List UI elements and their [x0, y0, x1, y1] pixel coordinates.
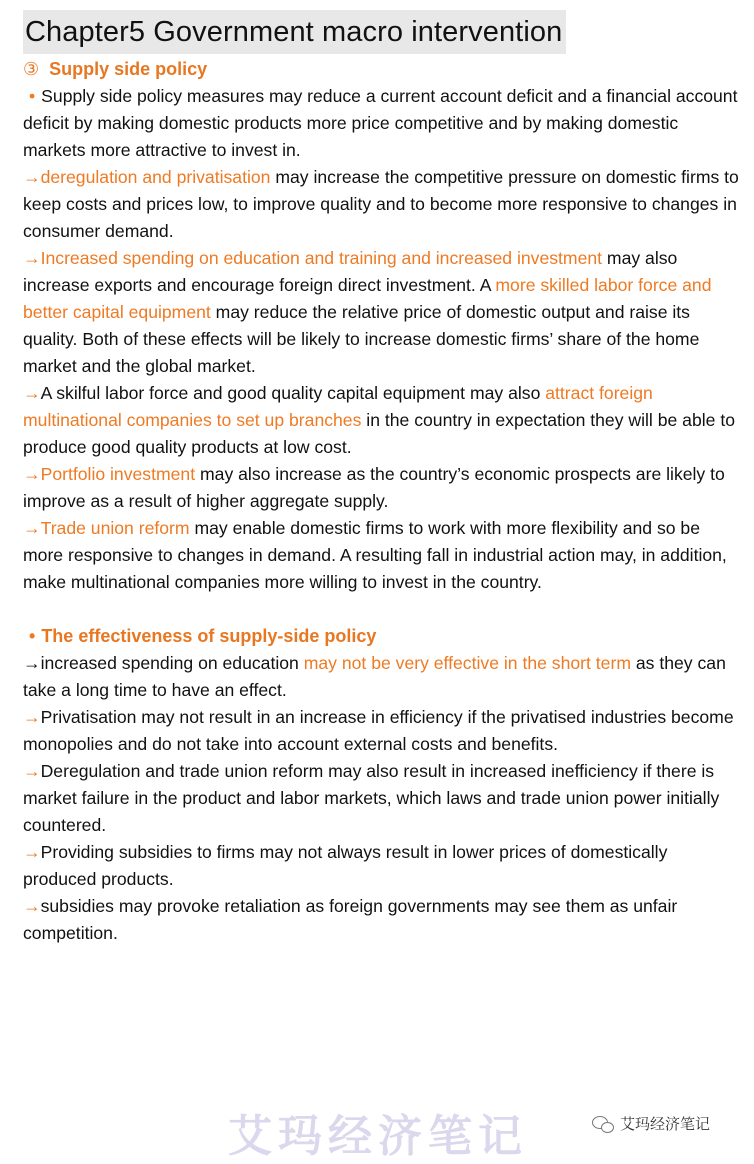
effect-privatisation — [23, 704, 739, 758]
section-subtitle — [23, 56, 739, 83]
arrow-icon: → — [23, 167, 41, 187]
arrow-icon: → — [23, 518, 41, 538]
point-portfolio — [23, 461, 739, 515]
body-text: Deregulation and trade union reform may also result in increased inefficiency if there is market failure in the product and labor markets, which laws and trade union power initially countered. — [23, 761, 720, 835]
body-text: may increase the competitive pressure on domestic firms to keep costs and prices low, to improve quality and to become more responsive to changes in consumer demand. — [23, 167, 739, 241]
circled-number: ③ — [23, 59, 40, 79]
body-text: as they can take a long time to have an effect. — [23, 653, 726, 700]
highlight-text: Increased spending on education and training and increased investment — [40, 248, 603, 268]
watermark-tag-text: 艾玛经济笔记 — [620, 1115, 711, 1133]
bullet-icon: • — [29, 86, 36, 106]
effect-subsidies-retaliation — [23, 893, 739, 947]
body-text: in the country in expectation they will be able to produce good quality products at low cost. — [23, 410, 735, 457]
wechat-icon — [592, 1115, 614, 1133]
highlight-text: more skilled labor force and better capital equipment — [23, 275, 712, 322]
arrow-icon: → — [23, 761, 41, 781]
section-heading-text: The effectiveness of supply-side policy — [41, 626, 377, 646]
bullet-icon: • — [29, 626, 36, 646]
body-text: may reduce the relative price of domestic output and raise its quality. Both of these effects will be likely to increase domestic firms’ share of the home market and the global market. — [23, 302, 700, 376]
highlight-text: attract foreign multinational companies to set up branches — [23, 383, 653, 430]
body-text: may also increase as the country’s economic prospects are likely to improve as a result of higher aggregate supply. — [23, 464, 725, 511]
watermark-text: 艾玛经济笔记 — [228, 1111, 528, 1162]
arrow-icon: → — [23, 653, 41, 673]
arrow-icon: → — [23, 383, 41, 403]
intro-text: Supply side policy measures may reduce a current account deficit and a financial account deficit by making domestic products more price competitive and by making domestic markets more attractive to invest in. — [23, 86, 738, 160]
effect-deregulation — [23, 758, 739, 839]
highlight-text: may not be very effective in the short term — [303, 653, 631, 673]
point-deregulation — [23, 164, 739, 245]
highlight-text: Trade union reform — [40, 518, 190, 538]
watermark-tag — [592, 1113, 710, 1134]
body-text: subsidies may provoke retaliation as foreign governments may see them as unfair competition. — [23, 896, 678, 943]
body-text: Privatisation may not result in an increase in efficiency if the privatised industries become monopolies and do not take into account external costs and benefits. — [23, 707, 734, 754]
body-text: increased spending on education — [40, 653, 304, 673]
arrow-icon: → — [23, 248, 41, 268]
subtitle-label: Supply side policy — [49, 59, 208, 79]
arrow-icon: → — [23, 842, 41, 862]
body-text: may enable domestic firms to work with more flexibility and so be more responsive to changes in demand. A resulting fall in industrial action may, in addition, make multinational companies more willing to invest in the country. — [23, 518, 727, 592]
point-multinationals — [23, 380, 739, 461]
arrow-icon: → — [23, 707, 41, 727]
effect-education — [23, 650, 739, 704]
arrow-icon: → — [23, 896, 41, 916]
page-title: Chapter5 Government macro intervention — [23, 10, 566, 54]
body-text: Providing subsidies to firms may not always result in lower prices of domestically produced products. — [23, 842, 668, 889]
document-page — [23, 10, 739, 947]
point-education-investment — [23, 245, 739, 380]
point-trade-union — [23, 515, 739, 596]
highlight-text: Portfolio investment — [40, 464, 196, 484]
section-heading — [23, 623, 739, 650]
effect-subsidies-prices — [23, 839, 739, 893]
body-text: may also increase exports and encourage foreign direct investment. A — [23, 248, 678, 295]
spacer — [23, 596, 739, 623]
arrow-icon: → — [23, 464, 41, 484]
body-text: A skilful labor force and good quality capital equipment may also — [40, 383, 546, 403]
intro-paragraph — [23, 83, 739, 164]
highlight-text: deregulation and privatisation — [40, 167, 271, 187]
